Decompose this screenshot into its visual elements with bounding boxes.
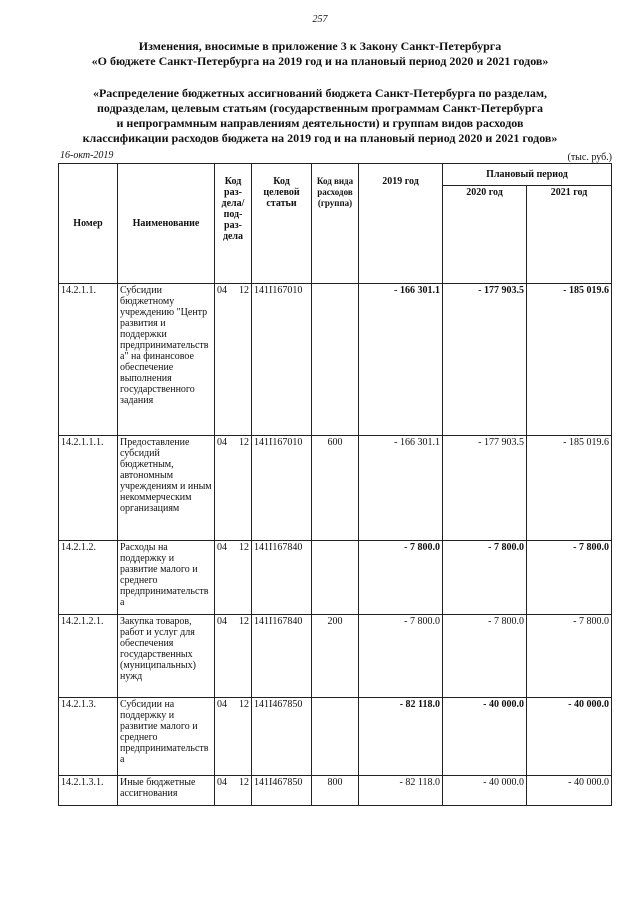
table-row [59,284,612,436]
table-row [59,541,612,615]
row-value-2020: - 40 000.0 [443,776,527,806]
row-target-code: 141I167010 [252,436,312,541]
row-section-code [215,541,252,615]
row-value-2020: - 177 903.5 [443,284,527,436]
row-section: 04 [217,437,227,448]
table-row [59,436,612,541]
subtitle-line-4: классификации расходов бюджета на 2019 год и на плановый период 2020 и 2021 годов» [82,131,558,145]
budget-table [58,163,612,806]
row-value-2020: - 40 000.0 [443,698,527,776]
header-number: Номер [59,164,118,284]
row-number: 14.2.1.2.1. [59,615,118,698]
row-value-2020: - 7 800.0 [443,541,527,615]
document-subtitle [0,86,640,146]
subtitle-line-2: подразделам, целевым статьям (государственным программам Санкт-Петербурга [97,101,543,115]
row-value-2021: - 40 000.0 [527,698,612,776]
row-value-2019: - 166 301.1 [359,436,443,541]
row-target-code: 141I467850 [252,698,312,776]
row-value-2021: - 7 800.0 [527,541,612,615]
row-section-code [215,776,252,806]
row-value-2019: - 82 118.0 [359,776,443,806]
row-number: 14.2.1.2. [59,541,118,615]
row-number: 14.2.1.1. [59,284,118,436]
row-section: 04 [217,285,227,296]
row-value-2019: - 166 301.1 [359,284,443,436]
row-name: Субсидии на поддержку и развитие малого и среднего предпринимательства [118,698,215,776]
units-label: (тыс. руб.) [567,152,612,163]
row-value-2019: - 82 118.0 [359,698,443,776]
row-number: 14.2.1.3.1. [59,776,118,806]
row-target-code: 141I167010 [252,284,312,436]
row-section: 04 [217,616,227,627]
row-section-code [215,615,252,698]
row-target-code: 141I167840 [252,541,312,615]
header-name: Наименование [118,164,215,284]
row-subsection: 12 [239,285,249,296]
row-expense-type-code: 200 [312,615,359,698]
row-expense-type-code [312,698,359,776]
row-section: 04 [217,542,227,553]
row-value-2020: - 7 800.0 [443,615,527,698]
subtitle-line-3: и непрограммным направлениям деятельности) и группам видов расходов [116,116,524,130]
row-number: 14.2.1.1.1. [59,436,118,541]
row-section: 04 [217,777,227,788]
row-target-code: 141I467850 [252,776,312,806]
header-2019: 2019 год [359,164,443,284]
row-subsection: 12 [239,437,249,448]
header-target-code: Код целевой статьи [252,164,312,284]
subtitle-line-1: «Распределение бюджетных ассигнований бюджета Санкт-Петербурга по разделам, [92,86,548,100]
row-expense-type-code: 600 [312,436,359,541]
title-line-1: Изменения, вносимые в приложение 3 к Закону Санкт-Петербурга [138,39,502,53]
row-value-2021: - 185 019.6 [527,436,612,541]
table-row [59,698,612,776]
header-2020: 2020 год [443,186,527,284]
page-number: 257 [312,14,328,25]
row-name: Закупка товаров, работ и услуг для обеспечения государственных (муниципальных) нужд [118,615,215,698]
row-name: Субсидии бюджетному учреждению "Центр развития и поддержки предпринимательства" на финансовое обеспечение выполнения государственного задания [118,284,215,436]
header-2021: 2021 год [527,186,612,284]
row-name: Расходы на поддержку и развитие малого и среднего предпринимательства [118,541,215,615]
row-subsection: 12 [239,542,249,553]
header-expense-type-code: Код вида расходов (группа) [312,164,359,284]
row-value-2020: - 177 903.5 [443,436,527,541]
row-subsection: 12 [239,616,249,627]
title-line-2: «О бюджете Санкт-Петербурга на 2019 год и на плановый период 2020 и 2021 годов» [91,54,549,68]
row-value-2021: - 185 019.6 [527,284,612,436]
row-subsection: 12 [239,777,249,788]
row-number: 14.2.1.3. [59,698,118,776]
row-subsection: 12 [239,699,249,710]
row-value-2019: - 7 800.0 [359,615,443,698]
row-value-2019: - 7 800.0 [359,541,443,615]
row-section-code [215,436,252,541]
row-name: Предоставление субсидий бюджетным, автономным учреждениям и иным некоммерческим организациям [118,436,215,541]
header-section-code: Код раз-дела/ под-раз-дела [215,164,252,284]
table-row [59,615,612,698]
row-name: Иные бюджетные ассигнования [118,776,215,806]
row-value-2021: - 40 000.0 [527,776,612,806]
row-section: 04 [217,699,227,710]
row-section-code [215,698,252,776]
header-planned-period: Плановый период [443,164,612,186]
document-date: 16-окт-2019 [60,150,114,161]
row-target-code: 141I167840 [252,615,312,698]
table-row [59,776,612,806]
row-expense-type-code: 800 [312,776,359,806]
document-title [0,39,640,69]
row-expense-type-code [312,284,359,436]
row-value-2021: - 7 800.0 [527,615,612,698]
row-section-code [215,284,252,436]
row-expense-type-code [312,541,359,615]
